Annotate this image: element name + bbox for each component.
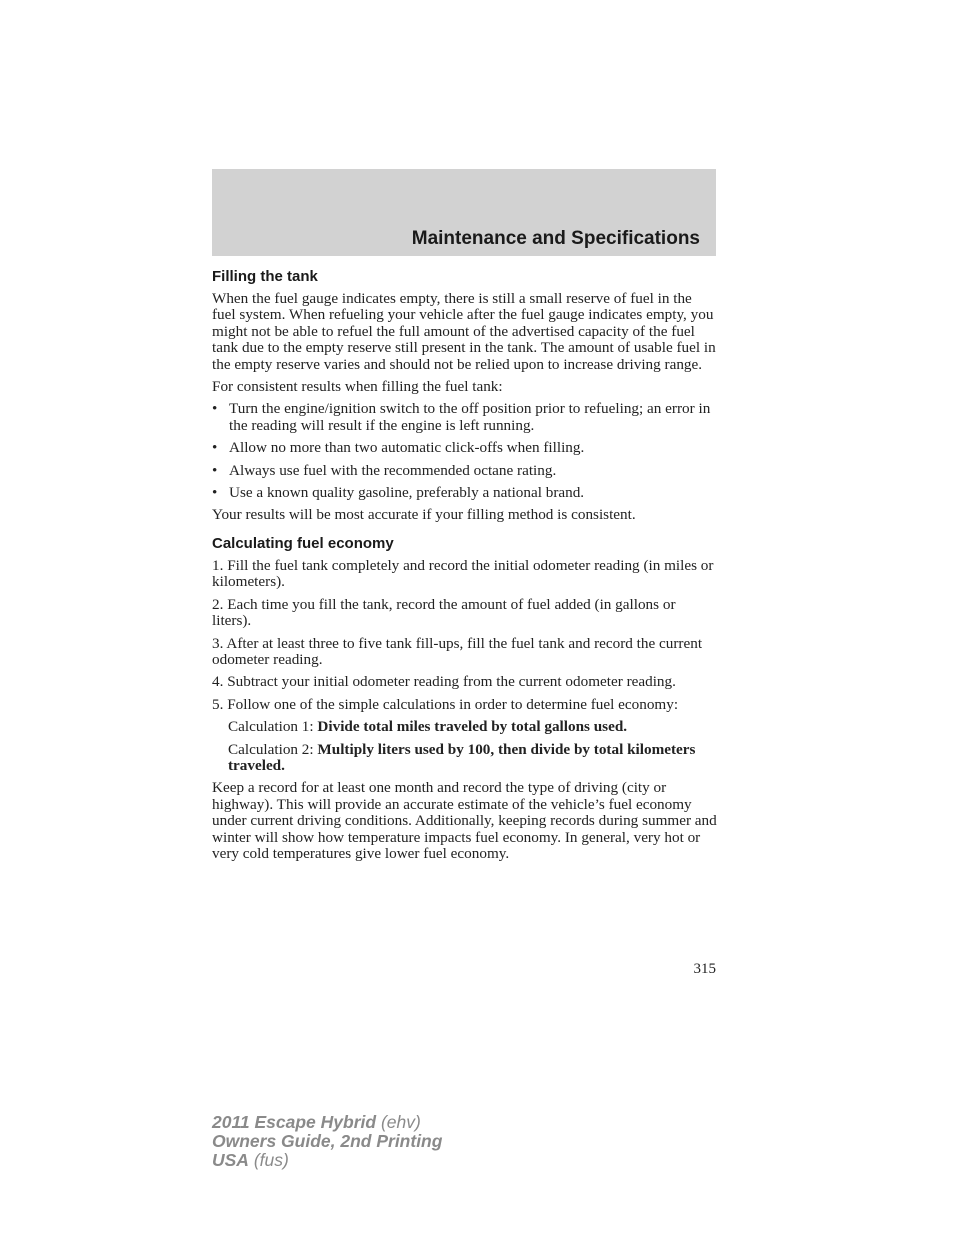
list-item-text: Allow no more than two automatic click-offs when filling. bbox=[229, 439, 585, 457]
calculation-2-label: Calculation 2: bbox=[228, 740, 318, 758]
step-1: 1. Fill the fuel tank completely and record the initial odometer reading (in miles or kilometers). bbox=[212, 556, 714, 591]
footer-guide-edition: Owners Guide, 2nd Printing bbox=[212, 1131, 443, 1151]
list-item bbox=[212, 485, 718, 501]
step-2: 2. Each time you fill the tank, record the amount of fuel added (in gallons or liters). bbox=[212, 595, 676, 630]
calculation-1-label: Calculation 1: bbox=[228, 718, 318, 736]
footer-model-code: (ehv) bbox=[376, 1112, 421, 1132]
heading-filling-the-tank: Filling the tank bbox=[212, 268, 318, 285]
bullet-icon: • bbox=[212, 439, 218, 457]
calculation-2-text: Multiply liters used by 100, then divide by total kilometers traveled. bbox=[228, 740, 696, 774]
bullet-icon: • bbox=[212, 400, 218, 418]
page-number: 315 bbox=[693, 961, 716, 977]
step-3: 3. After at least three to five tank fill-ups, fill the fuel tank and record the current odometer reading. bbox=[212, 634, 703, 668]
bullet-icon: • bbox=[212, 484, 218, 502]
list-item-text: Turn the engine/ignition switch to the off position prior to refueling; an error in the reading will result if the engine is left running. bbox=[229, 400, 711, 434]
list-item bbox=[212, 463, 718, 479]
heading-calculating-fuel-economy: Calculating fuel economy bbox=[212, 534, 394, 552]
list-item bbox=[212, 440, 718, 456]
list-item-text: Use a known quality gasoline, preferably a national brand. bbox=[229, 484, 585, 502]
paragraph-fuel-reserve: When the fuel gauge indicates empty, there is still a small reserve of fuel in the fuel system. When refueling your vehicle after the fuel gauge indicates empty, you might not be able to refuel the full amount of the advertised capacity of the fuel tank due to the empty reserve still present in the tank. The amount of usable fuel in the empty reserve varies and should not be relied upon to increase driving range. bbox=[212, 290, 716, 373]
footer-model: 2011 Escape Hybrid bbox=[212, 1112, 377, 1132]
footer-line-3 bbox=[212, 1151, 442, 1170]
section-title: Maintenance and Specifications bbox=[411, 228, 700, 249]
step-4: 4. Subtract your initial odometer reading from the current odometer reading. bbox=[212, 673, 676, 691]
document-footer bbox=[212, 1113, 442, 1170]
bullet-icon: • bbox=[212, 461, 218, 479]
footer-line-2 bbox=[212, 1132, 442, 1151]
footer-market: USA bbox=[212, 1150, 249, 1170]
footer-market-code: (fus) bbox=[248, 1150, 289, 1170]
list-item-text: Always use fuel with the recommended octane rating. bbox=[229, 461, 557, 479]
section-header-band bbox=[212, 169, 716, 256]
list-item bbox=[212, 401, 718, 434]
page-content bbox=[212, 268, 718, 868]
calculation-1 bbox=[228, 719, 718, 735]
calculation-1-text: Divide total miles traveled by total gallons used. bbox=[317, 718, 628, 736]
calculation-2 bbox=[228, 742, 718, 775]
paragraph-record-keeping: Keep a record for at least one month and record the type of driving (city or highway). This will provide an accurate estimate of the vehicle’s fuel economy under current driving conditions. Additionally, keeping records during summer and winter will show how temperature impacts fuel economy. In general, very hot or very cold temperatures give lower fuel economy. bbox=[212, 779, 717, 862]
step-5: 5. Follow one of the simple calculations in order to determine fuel economy: bbox=[212, 695, 679, 713]
paragraph-accuracy-note: Your results will be most accurate if your filling method is consistent. bbox=[212, 506, 636, 524]
filling-tips-list bbox=[212, 401, 718, 501]
paragraph-consistent-results: For consistent results when filling the fuel tank: bbox=[212, 378, 503, 396]
footer-line-1 bbox=[212, 1113, 442, 1132]
